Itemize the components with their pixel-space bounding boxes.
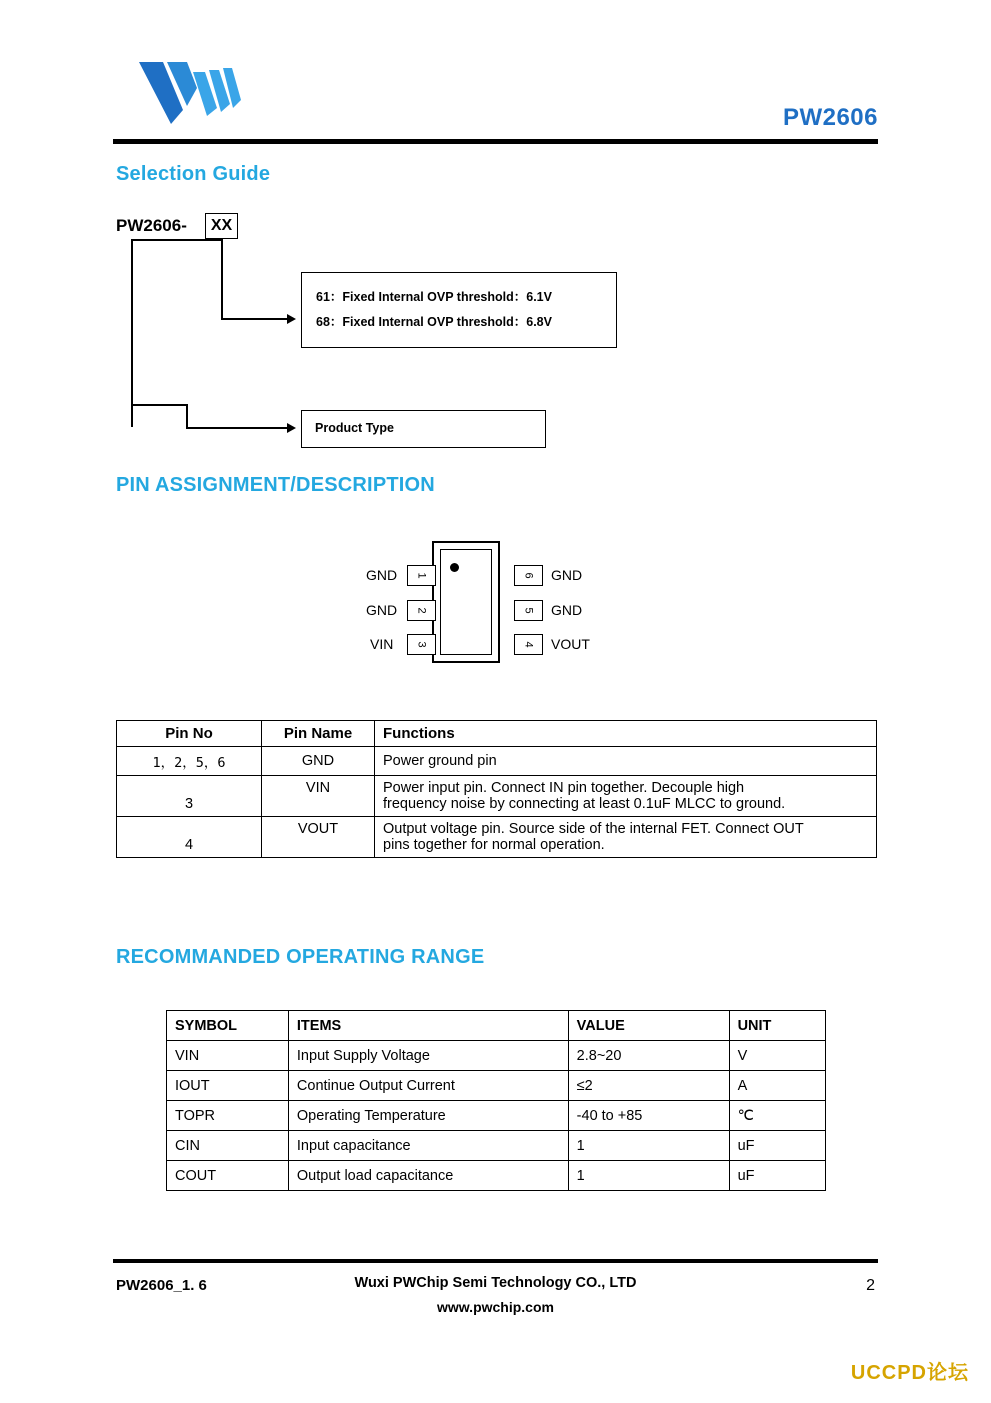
table-row xyxy=(167,1161,826,1191)
leader-line-horizontal-ovp xyxy=(221,318,288,320)
selection-guide-prefix: PW2606- xyxy=(116,216,187,235)
page-header xyxy=(113,58,878,146)
rop-row-3-symbol: TOPR xyxy=(167,1101,289,1131)
pin-table-header-name: Pin Name xyxy=(262,721,375,747)
pin-row-1-no: 1，2，5，6 xyxy=(117,747,262,776)
leader-line-mid-type xyxy=(131,404,187,406)
pin-table-header-functions: Functions xyxy=(375,721,877,747)
pin-pad-3 xyxy=(407,634,436,655)
pin-pad-5 xyxy=(514,600,543,621)
table-row xyxy=(167,1071,826,1101)
rop-row-3-unit: ℃ xyxy=(729,1101,825,1131)
pwchip-logo-icon xyxy=(131,58,243,128)
pin-pad-6-number: 6 xyxy=(523,572,535,579)
rop-row-1-unit: V xyxy=(729,1041,825,1071)
rop-row-5-unit: uF xyxy=(729,1161,825,1191)
rop-row-1-value: 2.8~20 xyxy=(568,1041,729,1071)
footer-company: Wuxi PWChip Semi Technology CO., LTD xyxy=(354,1275,637,1291)
rop-header-items: ITEMS xyxy=(288,1011,568,1041)
footer-website[interactable]: www.pwchip.com xyxy=(437,1299,554,1315)
pin-label-4: VOUT xyxy=(551,636,590,652)
section-heading-pin-assignment: PIN ASSIGNMENT/DESCRIPTION xyxy=(116,474,435,496)
pin-pad-4-number: 4 xyxy=(523,641,535,648)
pin-pad-5-number: 5 xyxy=(523,607,535,614)
pin-pad-2-number: 2 xyxy=(416,607,428,614)
pin-pad-2 xyxy=(407,600,436,621)
leader-line-stub-type xyxy=(186,404,188,428)
rop-row-3-item: Operating Temperature xyxy=(288,1101,568,1131)
rop-row-5-value: 1 xyxy=(568,1161,729,1191)
pin-description-table xyxy=(116,720,877,858)
package-inner-outline xyxy=(440,549,492,655)
pin-label-3: VIN xyxy=(370,636,394,652)
rop-row-2-symbol: IOUT xyxy=(167,1071,289,1101)
pin-pad-1 xyxy=(407,565,436,586)
part-number-title: PW2606 xyxy=(782,104,878,131)
pin-label-6: GND xyxy=(551,567,583,583)
rop-row-2-item: Continue Output Current xyxy=(288,1071,568,1101)
footer-divider xyxy=(113,1259,878,1263)
rop-row-2-unit: A xyxy=(729,1071,825,1101)
pin-label-1: GND xyxy=(366,567,398,583)
pin-row-2-function-line1: Power input pin. Connect IN pin together. Decouple high xyxy=(383,780,745,796)
leader-line-vertical-type xyxy=(131,239,133,427)
table-header-row xyxy=(117,721,877,747)
pin-row-2-name: VIN xyxy=(262,776,375,817)
table-row xyxy=(167,1101,826,1131)
leader-arrow-type xyxy=(287,423,296,433)
rop-row-3-value: -40 to +85 xyxy=(568,1101,729,1131)
pin-label-5: GND xyxy=(551,602,583,618)
section-heading-recommended-operating-range: RECOMMANDED OPERATING RANGE xyxy=(116,946,485,968)
leader-line-vertical-ovp xyxy=(221,239,223,319)
table-row xyxy=(167,1131,826,1161)
pin-row-3-function xyxy=(375,817,877,858)
recommended-operating-range-table xyxy=(166,1010,826,1191)
rop-row-2-value: ≤2 xyxy=(568,1071,729,1101)
pin-row-3-name: VOUT xyxy=(262,817,375,858)
header-divider xyxy=(113,139,878,144)
rop-header-value: VALUE xyxy=(568,1011,729,1041)
pin-table-header-no: Pin No xyxy=(117,721,262,747)
ovp-option-61: 61：Fixed Internal OVP threshold：6.1V xyxy=(316,290,552,304)
product-type-box xyxy=(301,410,546,448)
ovp-threshold-box xyxy=(301,272,617,348)
pin-pad-1-number: 1 xyxy=(416,572,428,579)
pin-row-3-no: 4 xyxy=(117,817,262,858)
footer-doc-version: PW2606_1. 6 xyxy=(116,1277,207,1294)
leader-arrow-ovp xyxy=(287,314,296,324)
pin-row-2-function xyxy=(375,776,877,817)
selection-guide-suffix-box: XX xyxy=(205,213,238,239)
footer-page-number: 2 xyxy=(866,1277,875,1294)
leader-line-horizontal-type xyxy=(186,427,288,429)
pin-row-3-function-line2: pins together for normal operation. xyxy=(383,837,605,853)
pin-row-1-function: Power ground pin xyxy=(375,747,877,776)
pin-row-2-no: 3 xyxy=(117,776,262,817)
rop-row-1-item: Input Supply Voltage xyxy=(288,1041,568,1071)
rop-row-4-value: 1 xyxy=(568,1131,729,1161)
package-outline xyxy=(432,541,500,663)
table-row xyxy=(167,1041,826,1071)
table-header-row xyxy=(167,1011,826,1041)
rop-header-unit: UNIT xyxy=(729,1011,825,1041)
pin-label-2: GND xyxy=(366,602,398,618)
table-row xyxy=(117,747,877,776)
rop-row-5-item: Output load capacitance xyxy=(288,1161,568,1191)
pin-pad-6 xyxy=(514,565,543,586)
rop-row-5-symbol: COUT xyxy=(167,1161,289,1191)
rop-row-4-symbol: CIN xyxy=(167,1131,289,1161)
table-row xyxy=(117,776,877,817)
watermark-text: UCCPD论坛 xyxy=(850,1362,969,1384)
pin-row-2-function-line2: frequency noise by connecting at least 0.1uF MLCC to ground. xyxy=(383,796,786,812)
pin1-marker-dot xyxy=(450,563,459,572)
rop-row-1-symbol: VIN xyxy=(167,1041,289,1071)
leader-line-top-type xyxy=(131,239,222,241)
table-row xyxy=(117,817,877,858)
pin-row-1-name: GND xyxy=(262,747,375,776)
rop-header-symbol: SYMBOL xyxy=(167,1011,289,1041)
ovp-option-68: 68：Fixed Internal OVP threshold：6.8V xyxy=(316,315,552,329)
rop-row-4-item: Input capacitance xyxy=(288,1131,568,1161)
pin-pad-3-number: 3 xyxy=(416,641,428,648)
section-heading-selection-guide: Selection Guide xyxy=(116,163,271,185)
pin-row-3-function-line1: Output voltage pin. Source side of the internal FET. Connect OUT xyxy=(383,821,804,837)
pin-pad-4 xyxy=(514,634,543,655)
product-type-label: Product Type xyxy=(315,421,394,435)
rop-row-4-unit: uF xyxy=(729,1131,825,1161)
